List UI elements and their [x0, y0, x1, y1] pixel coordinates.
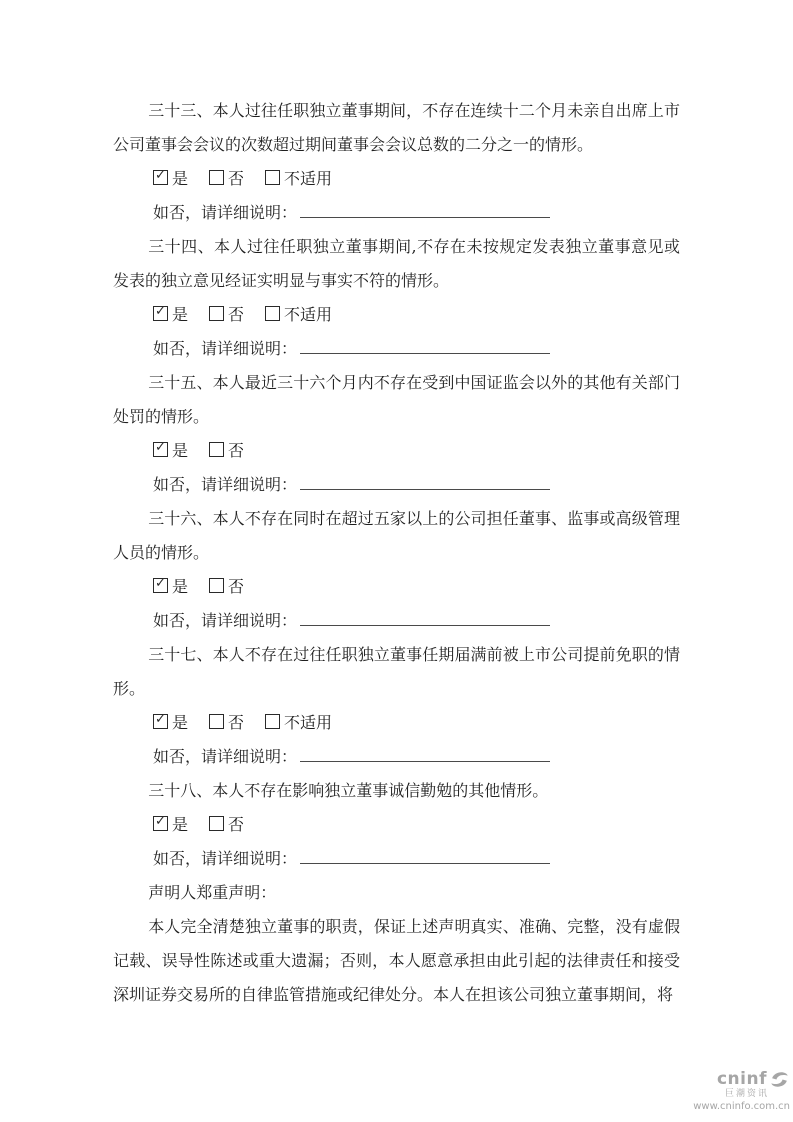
options-row	[113, 298, 680, 332]
option-not-applicable[interactable]	[265, 162, 332, 196]
checkbox-checked-icon[interactable]	[153, 306, 168, 321]
checkbox-unchecked-icon[interactable]	[265, 170, 280, 185]
option-label: 是	[172, 441, 189, 460]
option-not-applicable[interactable]	[265, 706, 332, 740]
question-section-35	[113, 366, 680, 502]
checkmark-icon: ✓	[155, 440, 166, 455]
option-label: 否	[228, 577, 245, 596]
fill-in-blank-line[interactable]	[300, 848, 550, 864]
checkbox-checked-icon[interactable]	[153, 170, 168, 185]
checkbox-unchecked-icon[interactable]	[209, 442, 224, 457]
option-label: 是	[172, 815, 189, 834]
explain-row	[113, 604, 680, 638]
question-section-37	[113, 638, 680, 774]
option-no[interactable]	[209, 570, 244, 604]
option-not-applicable[interactable]	[265, 298, 332, 332]
option-label: 否	[228, 815, 245, 834]
question-section-36	[113, 502, 680, 638]
explain-prompt: 如否，请详细说明：	[153, 339, 298, 358]
option-label: 否	[228, 305, 245, 324]
explain-prompt: 如否，请详细说明：	[153, 747, 298, 766]
option-label: 不适用	[284, 713, 333, 732]
option-label: 是	[172, 713, 189, 732]
options-row	[113, 570, 680, 604]
option-no[interactable]	[209, 298, 244, 332]
question-text: 三十五、本人最近三十六个月内不存在受到中国证监会以外的其他有关部门处罚的情形。	[113, 373, 680, 426]
explain-row	[113, 842, 680, 876]
checkbox-checked-icon[interactable]	[153, 442, 168, 457]
option-yes[interactable]	[153, 808, 188, 842]
checkbox-unchecked-icon[interactable]	[209, 816, 224, 831]
option-label: 否	[228, 441, 245, 460]
explain-row	[113, 468, 680, 502]
option-yes[interactable]	[153, 706, 188, 740]
option-yes[interactable]	[153, 298, 188, 332]
question-section-33	[113, 94, 680, 230]
checkbox-unchecked-icon[interactable]	[265, 714, 280, 729]
checkmark-icon: ✓	[155, 712, 166, 727]
explain-row	[113, 740, 680, 774]
document-body	[113, 94, 680, 1012]
option-no[interactable]	[209, 706, 244, 740]
question-section-34	[113, 230, 680, 366]
declaration-text: 本人完全清楚独立董事的职责，保证上述声明真实、准确、完整，没有虚假记载、误导性陈述或重大遗漏；否则，本人愿意承担由此引起的法律责任和接受深圳证券交易所的自律监管措施或纪律处分。本人在担该公司独立董事期间，将	[113, 917, 680, 1004]
options-row	[113, 706, 680, 740]
checkmark-icon: ✓	[155, 168, 166, 183]
option-no[interactable]	[209, 434, 244, 468]
checkmark-icon: ✓	[155, 304, 166, 319]
checkmark-icon: ✓	[155, 814, 166, 829]
cninfo-logo-row	[660, 1070, 790, 1089]
checkbox-checked-icon[interactable]	[153, 578, 168, 593]
option-yes[interactable]	[153, 162, 188, 196]
declaration-heading: 声明人郑重声明：	[148, 883, 277, 902]
option-no[interactable]	[209, 162, 244, 196]
option-label: 是	[172, 305, 189, 324]
option-label: 不适用	[284, 169, 333, 188]
question-section-38	[113, 774, 680, 876]
checkbox-unchecked-icon[interactable]	[209, 714, 224, 729]
cninfo-logo-url: www.cninfo.com.cn	[693, 1101, 790, 1112]
question-text: 三十八、本人不存在影响独立董事诚信勤勉的其他情形。	[148, 781, 549, 800]
question-text: 三十七、本人不存在过往任职独立董事任期届满前被上市公司提前免职的情形。	[113, 645, 680, 698]
option-label: 是	[172, 169, 189, 188]
fill-in-blank-line[interactable]	[300, 746, 550, 762]
option-label: 否	[228, 169, 245, 188]
explain-prompt: 如否，请详细说明：	[153, 611, 298, 630]
option-label: 否	[228, 713, 245, 732]
cninfo-logo-text: cninf	[716, 1069, 767, 1090]
checkbox-unchecked-icon[interactable]	[209, 578, 224, 593]
checkbox-unchecked-icon[interactable]	[209, 306, 224, 321]
checkbox-unchecked-icon[interactable]	[209, 170, 224, 185]
explain-row	[113, 196, 680, 230]
checkbox-checked-icon[interactable]	[153, 714, 168, 729]
options-row	[113, 162, 680, 196]
fill-in-blank-line[interactable]	[300, 202, 550, 218]
cninfo-logo-cn: 巨潮资讯	[724, 1089, 769, 1100]
option-no[interactable]	[209, 808, 244, 842]
checkmark-icon: ✓	[155, 576, 166, 591]
explain-prompt: 如否，请详细说明：	[153, 475, 298, 494]
option-yes[interactable]	[153, 570, 188, 604]
explain-row	[113, 332, 680, 366]
options-row	[113, 434, 680, 468]
checkbox-unchecked-icon[interactable]	[265, 306, 280, 321]
option-yes[interactable]	[153, 434, 188, 468]
option-label: 是	[172, 577, 189, 596]
option-label: 不适用	[284, 305, 333, 324]
cninfo-swirl-icon	[769, 1070, 790, 1089]
question-text: 三十六、本人不存在同时在超过五家以上的公司担任董事、监事或高级管理人员的情形。	[113, 509, 680, 562]
explain-prompt: 如否，请详细说明：	[153, 203, 298, 222]
fill-in-blank-line[interactable]	[300, 610, 550, 626]
question-text: 三十三、本人过往任职独立董事期间，不存在连续十二个月未亲自出席上市公司董事会会议的次数超过期间董事会会议总数的二分之一的情形。	[113, 101, 680, 154]
options-row	[113, 808, 680, 842]
fill-in-blank-line[interactable]	[300, 338, 550, 354]
cninfo-logo	[660, 1070, 790, 1112]
question-text: 三十四、本人过往任职独立董事期间,不存在未按规定发表独立董事意见或发表的独立意见经证实明显与事实不符的情形。	[113, 237, 680, 290]
explain-prompt: 如否，请详细说明：	[153, 849, 298, 868]
checkbox-checked-icon[interactable]	[153, 816, 168, 831]
fill-in-blank-line[interactable]	[300, 474, 550, 490]
